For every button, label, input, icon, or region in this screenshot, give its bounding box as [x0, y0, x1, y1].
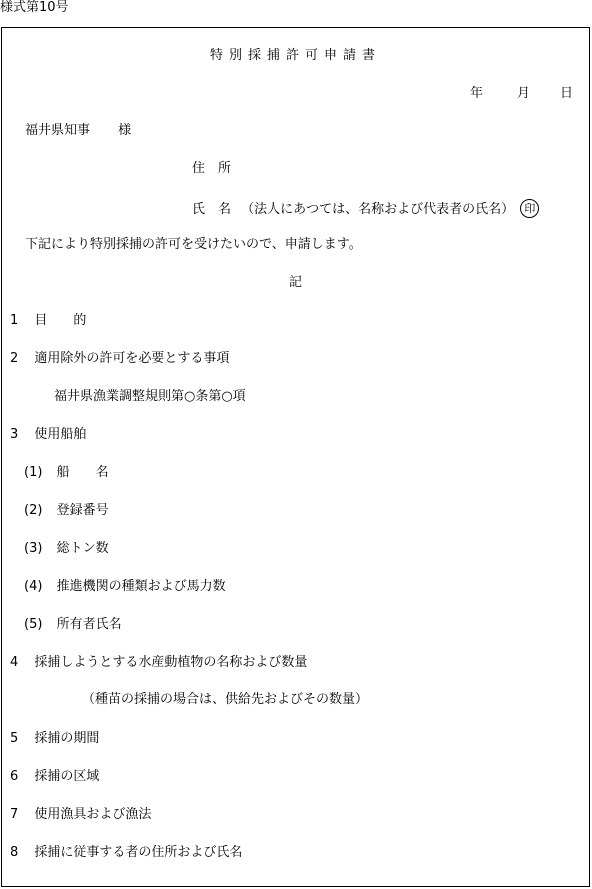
- item-label: 採捕しようとする水産動植物の名称および数量: [34, 655, 308, 670]
- item-number: 8: [10, 845, 19, 860]
- item-3-sub-3: [24, 542, 109, 555]
- item-label: 使用漁具および漁法: [34, 807, 152, 822]
- item-3: [10, 428, 86, 441]
- item-3-sub-1: [24, 466, 109, 479]
- item-6: [10, 770, 99, 783]
- item-7: [10, 808, 151, 821]
- sub-item-number: (3): [24, 541, 43, 556]
- sub-item-number: (1): [24, 465, 43, 480]
- applicant-address-label: 住 所: [192, 161, 232, 176]
- sub-item-label: 所有者氏名: [56, 617, 122, 632]
- date-month-label: 月: [517, 86, 531, 101]
- sub-item-number: (4): [24, 579, 43, 594]
- applicant-name-line: [192, 200, 539, 219]
- form-frame: [1, 27, 590, 887]
- sub-item-number: (2): [24, 503, 43, 518]
- addressee: [25, 124, 131, 137]
- item-number: 2: [10, 351, 19, 366]
- sub-item-label: 総トン数: [56, 541, 109, 556]
- item-4: [10, 656, 307, 669]
- item-8: [10, 846, 242, 859]
- item-number: 3: [10, 427, 19, 442]
- item-2-detail: 福井県漁業調整規則第○条第○項: [54, 389, 246, 404]
- item-number: 6: [10, 769, 19, 784]
- item-2: [10, 352, 229, 365]
- date-year-label: 年: [470, 86, 484, 101]
- item-number: 5: [10, 731, 19, 746]
- sub-item-label: 船 名: [56, 465, 109, 480]
- item-label: 採捕の期間: [34, 731, 100, 746]
- item-label: 使用船舶: [34, 427, 87, 442]
- item-label: 採捕の区域: [34, 769, 100, 784]
- item-1: [10, 314, 86, 327]
- item-label: 適用除外の許可を必要とする事項: [34, 351, 230, 366]
- item-number: 1: [10, 313, 19, 328]
- sub-item-label: 推進機関の種類および馬力数: [56, 579, 226, 594]
- applicant-name-note: （法人にあつては、名称および代表者の氏名）: [241, 202, 515, 217]
- record-heading: 記: [288, 275, 302, 290]
- applicant-name-label: 氏 名: [192, 202, 232, 217]
- item-label: 採捕に従事する者の住所および氏名: [34, 845, 243, 860]
- request-text: 下記により特別採捕の許可を受けたいので、申請します。: [25, 237, 362, 252]
- addressee-honorific: 様: [118, 123, 132, 138]
- item-3-sub-4: [24, 580, 226, 593]
- seal-icon: 印: [520, 199, 539, 218]
- sub-item-number: (5): [24, 617, 43, 632]
- form-number: 様式第10号: [0, 0, 69, 15]
- addressee-name: 福井県知事: [25, 123, 91, 138]
- date-day-label: 日: [560, 86, 574, 101]
- item-3-sub-2: [24, 504, 109, 517]
- item-4-detail: （種苗の採捕の場合は、供給先およびその数量）: [82, 692, 369, 707]
- form-title: 特別採捕許可申請書: [209, 48, 381, 63]
- item-number: 4: [10, 655, 19, 670]
- item-label: 目 的: [34, 313, 87, 328]
- item-number: 7: [10, 807, 19, 822]
- item-3-sub-5: [24, 618, 122, 631]
- sub-item-label: 登録番号: [56, 503, 109, 518]
- item-5: [10, 732, 99, 745]
